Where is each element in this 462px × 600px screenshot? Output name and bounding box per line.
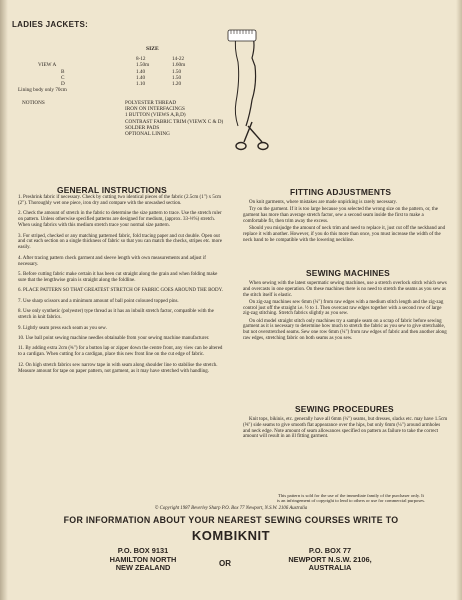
instruction-item: 1. Preshrink fabric if necessary. Check by cutting two identical pieces of the fabric (2.5cm (1") x 5cm (2"). Thoroughly wet one piece, iron dry and compare with the unwashed section. [18, 195, 222, 206]
size-cell: 1.50 [172, 74, 182, 81]
instruction-item: 6. PLACE PATTERN SO THAT GREATEST STRETCH OF FABRIC GOES AROUND THE BODY. [18, 288, 223, 294]
sewing-machines-heading: SEWING MACHINES [306, 268, 390, 278]
size-cell: 8-12 [136, 56, 146, 62]
lining-note: Lining body only 70cm [18, 87, 67, 93]
address-line: AUSTRALIA [308, 563, 352, 573]
paragraph: On knit garments, where mistakes are made unpicking is rarely necessary. [249, 200, 397, 205]
courses-call-to-action: FOR INFORMATION ABOUT YOUR NEAREST SEWING COURSES WRITE TO [63, 515, 399, 525]
address-line: P.O. BOX 9131 [117, 546, 169, 555]
instruction-item: 7. Use sharp scissors and a minimum amount of ball point coloured topped pins. [18, 298, 179, 304]
paragraph: Knit tops, bikinis, etc. generally have all 6mm (¼") seams, but dresses, slacks etc. may have 1.5cm (⅝") side seams to give smooth flat appearance over the hips, but only 6mm (¼") around armholes and neck edge. Note amount of seam allowances specified on pattern as failure to take the correct amount will result in an ill fitting garment. [243, 417, 448, 440]
size-cell: 1.50 [172, 68, 182, 75]
address-line: HAMILTON NORTH [109, 554, 177, 564]
fitting-adjustments-text [243, 200, 448, 245]
instruction-item: 10. Use ball point sewing machine needles obtainable from your sewing machine manufacturer. [18, 335, 210, 341]
address-new-zealand [78, 547, 208, 573]
size-cell: 1.40 [136, 68, 146, 75]
sewing-procedures-heading: SEWING PROCEDURES [295, 404, 394, 414]
instruction-item: 4. After tracing pattern check garment and sleeve length with own measurements and adjust if necessary. [18, 255, 206, 267]
instruction-item: 8. Use only synthetic (polyester) type thread as it has an inbuilt stretch factor, compatible with the stretch in knit fabrics. [18, 309, 214, 321]
view-label: B [61, 68, 65, 75]
paragraph: When sewing with the latest supermatic sewing machines, use a stretch overlock stitch which sews and overcasts in one operation. On these machines there is no need to stretch the seams as you sew as the stitch itself is elastic. [243, 281, 447, 298]
size-cell: 14-22 [172, 56, 185, 62]
notion-item: OPTIONAL LINING [125, 131, 170, 138]
copyright-notice: This pattern is sold for the use of the immediate family of the purchaser only. It is an infringement of copyright to lend to others or use for commercial purposes. [276, 493, 426, 504]
size-cell: 1.60m [172, 62, 186, 69]
address-line: NEWPORT N.S.W. 2106, [288, 554, 372, 564]
size-column-8-12 [136, 56, 149, 87]
size-column-14-22 [172, 56, 185, 87]
sewing-machines-text [243, 281, 448, 343]
instruction-item: 2. Check the amount of stretch in the fabric to determine the size pattern to trace. Use the stretch ruler on pattern. Unless otherwise specified patterns are designed for medium, (approx. 33-⅓%) stretch. When using fabrics with this medium stretch trace your normal size pattern. [18, 211, 222, 229]
view-label: D [61, 81, 65, 88]
paragraph: On old model straight stitch only machines try a sample seam on a scrap of fabric before sewing garment as it is necessary to determine how much to stretch the fabric as you sew to give stretchable, but not overstretched seams. Sew one row 6mm (¼") from raw edges of fabric and then another along raw edges, stretching fabric on both seams as you sew. [243, 318, 447, 341]
view-label: VIEW A [38, 62, 57, 69]
size-cell: 1.20 [172, 81, 182, 88]
size-table-view-labels [38, 56, 65, 87]
notion-item: SOLDER PADS [125, 124, 160, 131]
general-instructions-list [18, 195, 226, 379]
size-table-title: SIZE [146, 46, 159, 52]
brand-name: KOMBIKNIT [191, 528, 271, 543]
address-australia [265, 547, 395, 573]
address-line: NEW ZEALAND [115, 563, 171, 573]
instruction-item: 3. For striped, checked or any matching patterned fabric, fold tracing paper and cut double. Open out and cut each section on a single thickness of fabric so that you can match the checks, stripes etc. more easily. [18, 233, 222, 251]
instruction-item: 11. By adding extra 2cm (¾") for a button lap or zipper down the centre front, any view can be altered to a cardigan. When cutting for a cardigan, place this new front line on the cut edge of fabric. [18, 346, 223, 358]
address-line: P.O. BOX 77 [308, 546, 352, 555]
notions-list [125, 100, 223, 137]
scissors-and-tape-illustration [222, 14, 302, 160]
notion-item: 1 BUTTON (VIEWS A,B,D) [125, 112, 186, 119]
view-label: C [61, 74, 65, 81]
sewing-procedures-text [243, 417, 448, 442]
general-instructions-heading: GENERAL INSTRUCTIONS [57, 185, 167, 195]
instruction-item: 12. On high stretch fabrics sew narrow tape in with seam along shoulder line to stabilise the stretch. Measure amount for tape on paper pattern, not garment, as it may have stretched with handling. [18, 362, 218, 374]
instruction-item: 5. Before cutting fabric make certain it has been cut straight along the grain and when folding make sure that the lengthwise grain is straight along the foldline. [18, 272, 218, 283]
notions-label: NOTIONS [22, 100, 45, 106]
paragraph: Should you misjudge the amount of neck trim and need to replace it, just cut off the neckband and replace it with another. However, if you do this more than once, you must increase the width of the neck band to be compatible with the lowering neckline. [243, 225, 446, 243]
paragraph: Try on the garment. If it is too large because you selected the wrong size on the pattern, or, the garment has more than average stretch factor, sew a second seam inside the first to make a comfortable fit, then trim away the excess. [243, 207, 438, 224]
notion-item: CONTRAST FABRIC TRIM (VIEWX C & D) [125, 118, 224, 125]
or-label: OR [219, 559, 231, 568]
copyright-line: © Copyright 1987 Beverley Sharp P.O. Box 77 Newport, N.S.W. 2106 Australia [154, 506, 308, 511]
size-cell: 1.40 [136, 74, 146, 81]
paragraph: On zig-zag machines sew 6mm (¼") from raw edges with a medium stitch length and the zig-zag control just off the straight i.e. ½ to 1. Then overcast raw edges together with a second row of large zig-zag stitching. Stretch fabrics slightly as you sew. [243, 299, 444, 317]
page-title: LADIES JACKETS: [12, 20, 89, 29]
size-cell: 1.10 [136, 81, 146, 88]
instruction-item: 9. Lightly seam press each seam as you sew. [18, 325, 107, 331]
size-cell: 1.50m [136, 62, 150, 69]
fitting-adjustments-heading: FITTING ADJUSTMENTS [290, 187, 392, 197]
notion-item: POLYESTER THREAD [125, 100, 177, 106]
notion-item: IRON ON INTERFACINGS [125, 106, 185, 113]
